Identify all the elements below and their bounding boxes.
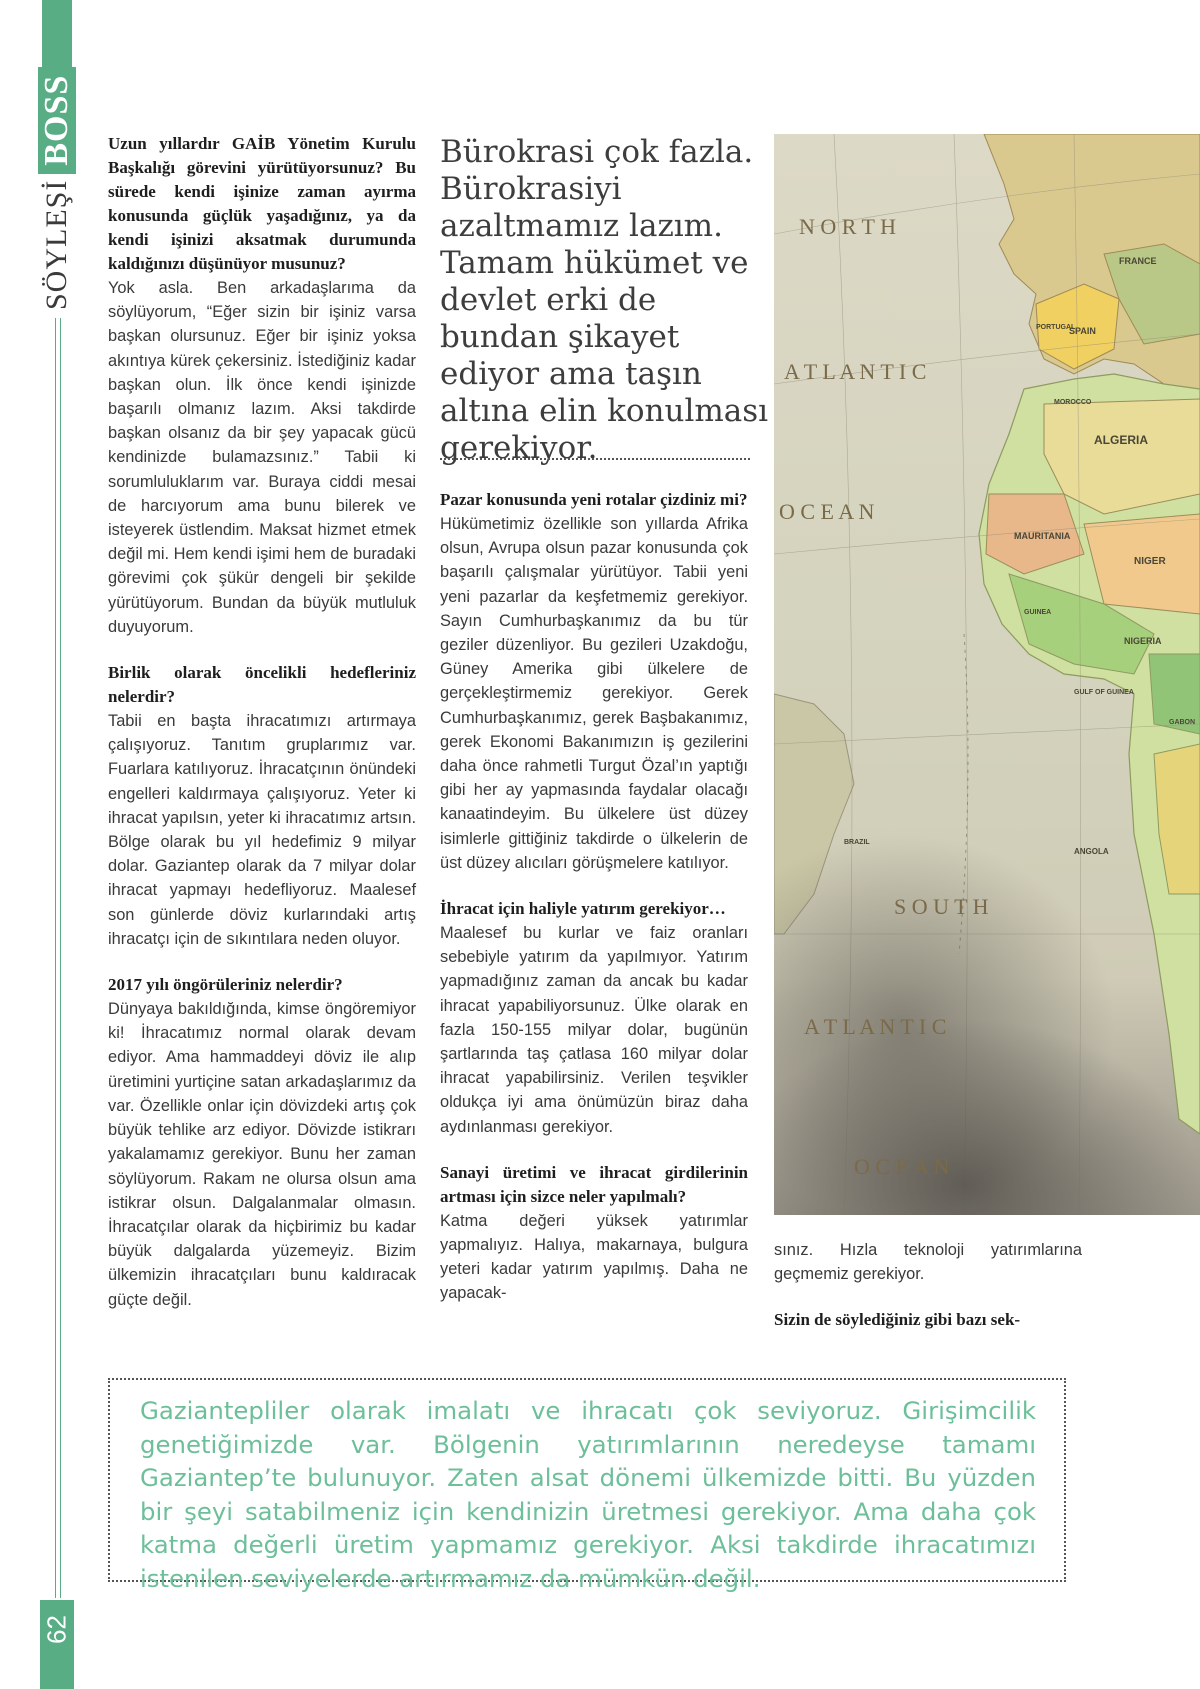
svg-text:O C E A N: O C E A N [854,1154,950,1179]
svg-text:ANGOLA: ANGOLA [1074,847,1109,856]
page-number-tab [40,1600,74,1689]
interview-question: Pazar konusunda yeni rotalar çizdiniz mi? [440,490,748,509]
svg-text:BRAZIL: BRAZIL [844,839,870,846]
svg-text:SPAIN: SPAIN [1069,326,1096,336]
article-column-1 [108,132,416,1312]
svg-text:FRANCE: FRANCE [1119,256,1157,266]
interview-question: Sanayi üretimi ve ihracat girdilerinin artması için sizce neler yapılmalı? [440,1162,748,1206]
interview-question: Sizin de söylediğiniz gibi bazı sek- [774,1310,1021,1330]
svg-text:N O R T H: N O R T H [799,214,896,239]
interview-answer: Katma değeri yüksek yatırımlar yapmalıyız. Halıya, makarnaya, bulgura yeteri kadar yatırım yapılmış. Daha ne yapacak- [440,1211,748,1303]
svg-text:A T L A N T I C: A T L A N T I C [804,1014,947,1039]
svg-text:GUINEA: GUINEA [1024,609,1052,616]
side-divider [55,318,61,1598]
svg-text:NIGERIA: NIGERIA [1124,636,1162,646]
interview-answer: Yok asla. Ben arkadaşlarıma da söylüyorum, “Eğer sizin bir işiniz varsa başkan olursunuz. Eğer bir işiniz yoksa akıntıya kürek çekersiniz. İstediğiniz kadar başkan olun. İlk önce kendi işinizde başarılı olmanız lazım. Aksi takdirde başkan olsanız da bir şey yapacak gücü kendinizde bulamazsınız.” Tabii ki sorumluluklarım var. Buraya ciddi mesai de harcıyorum ama bunu bilerek ve isteyerek üstlendim. Maksat hizmet etmek değil mi. Hem kendi işimi hem de buradaki görevimi çok şükür dengeli bir şekilde yürütüyorum. Bundan da büyük mutluluk duyuyorum. [108,279,416,636]
svg-text:O C E A N: O C E A N [779,499,875,524]
dotted-divider [440,458,750,460]
interview-answer: sınız. Hızla teknoloji yatırımlarına geçmemiz gerekiyor. [774,1241,1082,1284]
svg-text:PORTUGAL: PORTUGAL [1036,324,1076,331]
highlight-quote-box [108,1378,1066,1593]
svg-text:MAURITANIA: MAURITANIA [1014,531,1071,541]
pull-quote: Bürokrasi çok fazla. Bürokrasiyi azaltmamız lazım. Tamam hükümet ve devlet erki de bundan şikayet ediyor ama taşın altına elin konulması gerekiyor. [440,134,769,466]
interview-question: Uzun yıllardır GAİB Yönetim Kurulu Başkalığı görevini yürütüyorsunuz? Bu sürede kendi işinize zaman ayırma konusunda güçlük yaşadığınız, ya da kendi işinizi aksatmak durumunda kaldığınızı düşünüyor musunuz? [108,134,416,273]
interview-question: 2017 yılı öngörüleriniz nelerdir? [108,975,343,995]
svg-text:MOROCCO: MOROCCO [1054,399,1092,406]
interview-answer: Tabii en başta ihracatımızı artırmaya çalışıyoruz. Tanıtım gruplarımız var. Fuarlara katılıyoruz. İhracatçının önündeki engelleri kaldırmaya çalışıyoruz. Yeter ki ihracat yapılsın, yeter ki ihracatımız artsın. Bölge olarak bu yıl hedefimiz 9 milyar dolar. Gaziantep olarak da 7 milyar dolar ihracat yapmayı hedefliyoruz. Maalesef son günlerde döviz kurlarındaki artış ihracatçı için de sıkıntılara neden oluyor. [108,712,416,948]
article-column-3 [774,1238,1082,1332]
svg-text:ALGERIA: ALGERIA [1094,433,1148,447]
page-number: 62 [41,1615,72,1644]
interview-answer: Hükümetimiz özellikle son yıllarda Afrika olsun, Avrupa olsun pazar konusunda çok başarılı çalışmalar yürütüyor. Tabii yeni yeni pazarlar da keşfetmemiz gerekiyor. Sayın Cumhurbaşkanımız da bu tür geziler düzenliyor. Bu gezileri Uzakdoğu, Güney Amerika gibi ülkelere de gerçekleştirmemiz gerekiyor. Gerek Cumhurbaşkanımız, gerek Başbakanımız, gerek Ekonomi Bakanımızın iş gezilerini daha önce rahmetli Turgut Özal’ın yaptığı gibi her ay yapmasında faydalar olacağı kanaatindeyim. Bu ülkelere üst düzey isimlerle gittiğiniz takdirde o ülkelerin de üst düzey alıcıları görüşmelere katılıyor. [440,515,748,872]
svg-text:GULF OF GUINEA: GULF OF GUINEA [1074,689,1134,696]
article-column-2 [440,488,748,1306]
interview-answer: Dünyaya bakıldığında, kimse öngöremiyor ki! İhracatımız normal olarak devam ediyor. Ama hammaddeyi döviz ile alıp üretimini yurtiçine satan arkadaşlarımız da var. Özellikle onlar için dövizdeki artış çok büyük tehlike arz ediyor. Dövizde istikrarı yakalamamız gerekiyor. Bunu her zaman söylüyorum. Rakam ne olursa olsun ama istikrar olsun. Dalgalanmalar olmasın. İhracatçılar olarak da hiçbirimiz bu kadar büyük dalgalarda yüzemeyiz. Bizim ülkemizin ihracatçıları bunu kaldıracak güçte değil. [108,1000,416,1309]
interview-question: İhracat için haliyle yatırım gerekiyor… [440,899,726,919]
interview-question: Birlik olarak öncelikli hedefleriniz nelerdir? [108,663,416,707]
world-map-image [774,134,1200,1215]
highlight-quote-text: Gaziantepliler olarak imalatı ve ihracatı çok seviyoruz. Girişimcilik genetiğimizde var. Bölgenin yatırımlarının neredeyse tamamı Gaziantep’te bulunuyor. Zaten alsat dönemi ülkemizde bitti. Bu yüzden bir şeyi satabilmeniz için kendinizin üretmesi gerekiyor. Ama daha çok katma değerli üretim yapmamız gerekiyor. Aksi takdirde ihracatımızı istenilen seviyelerde artırmamız da mümkün değil. [140,1396,1036,1593]
svg-text:A T L A N T I C: A T L A N T I C [784,359,927,384]
svg-text:GABON: GABON [1169,719,1196,726]
svg-text:NIGER: NIGER [1134,556,1166,567]
svg-text:S O U T H: S O U T H [894,894,989,919]
interview-answer: Maalesef bu kurlar ve faiz oranları sebebiyle yatırım da yapılmıyor. Yatırım yapmadığınız zaman da ancak bu kadar ihracat yapabiliyorsunuz. Ülke olarak en fazla 150-155 milyar dolar, bugünün şartlarında taş çatlasa 160 milyar dolar ihracat yapabilirsiniz. Verilen teşvikler oldukça iyi ama önümüzün biraz daha aydınlanması gerekiyor. [440,924,748,1136]
brand-logo: BOSS [38,67,76,174]
section-title: SÖYLEŞİ [40,174,74,310]
section-label [40,40,74,310]
